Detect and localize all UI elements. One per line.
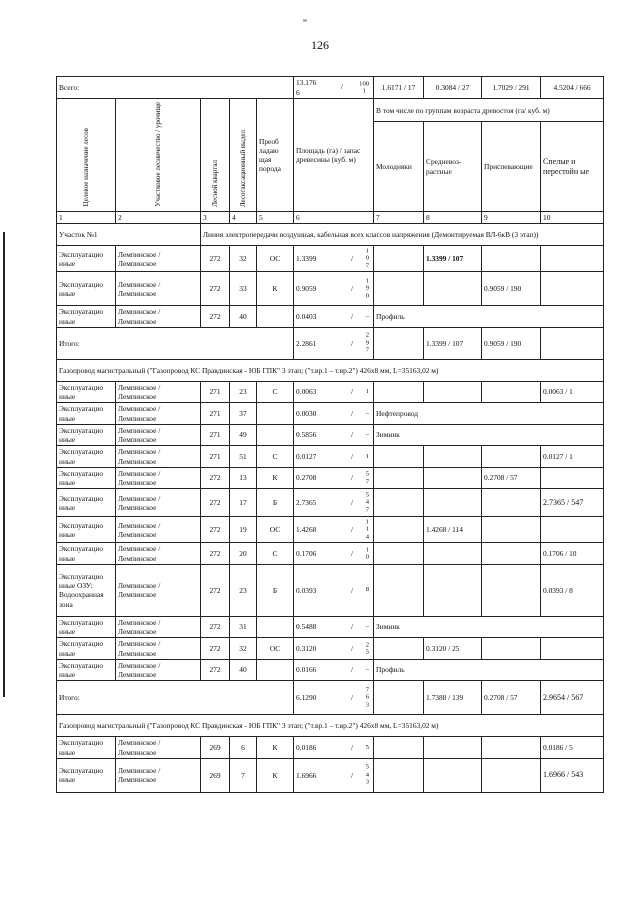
row-maturing	[482, 737, 541, 759]
table-row	[57, 659, 604, 681]
row-middle: 1.3399 / 107	[424, 246, 482, 272]
section-total-middle: 1.7388 / 139	[424, 681, 482, 715]
row-quarter: 272	[201, 638, 230, 660]
row-forestry: Лемпинское / Лемпинское	[116, 638, 201, 660]
row-quarter: 269	[201, 758, 230, 792]
header-purpose: Целевое назначение лесов	[57, 99, 116, 212]
row-area: 0.2708 / 5 7	[294, 467, 374, 489]
row-young	[374, 737, 424, 759]
row-species	[257, 659, 294, 681]
header-quarter: Лесной квартал	[201, 99, 230, 212]
total-label: Всего:	[57, 77, 294, 99]
table-row	[57, 403, 604, 425]
section-total-mature: 2.9654 / 567	[541, 681, 604, 715]
row-purpose: Эксплуатацио нные	[57, 446, 116, 468]
col-number-7: 7	[374, 212, 424, 224]
row-plot: 37	[230, 403, 257, 425]
total-mature: 4.5204 / 666	[541, 77, 604, 99]
row-area: 0.9059 / 1 9 0	[294, 272, 374, 306]
col-number-9: 9	[482, 212, 541, 224]
row-purpose: Эксплуатацио нные	[57, 272, 116, 306]
row-mature	[541, 638, 604, 660]
row-area: 0.0403 / –	[294, 306, 374, 328]
section-title-row	[57, 715, 604, 737]
table-row	[57, 638, 604, 660]
row-mature	[541, 467, 604, 489]
row-forestry: Лемпинское / Лемпинское	[116, 659, 201, 681]
row-species: Б	[257, 564, 294, 616]
total-row	[57, 77, 604, 99]
row-species: К	[257, 272, 294, 306]
section-total-label: Итого:	[57, 327, 294, 359]
row-purpose: Эксплуатацио нные ОЗУ: Водоохранная зона	[57, 564, 116, 616]
row-middle	[424, 272, 482, 306]
row-plot: 19	[230, 517, 257, 543]
row-plot: 7	[230, 758, 257, 792]
row-area: 0.5856 / –	[294, 424, 374, 446]
row-forestry: Лемпинское / Лемпинское	[116, 424, 201, 446]
col-number-5: 5	[257, 212, 294, 224]
row-maturing: 0.9059 / 190	[482, 272, 541, 306]
table-row	[57, 381, 604, 403]
header-forestry: Участковое лесничество / урочище	[116, 99, 201, 212]
row-area: 0.0030 / –	[294, 403, 374, 425]
row-forestry: Лемпинское / Лемпинское	[116, 403, 201, 425]
row-forestry: Лемпинское / Лемпинское	[116, 489, 201, 517]
row-plot: 40	[230, 306, 257, 328]
row-plot: 33	[230, 272, 257, 306]
row-species: ОС	[257, 638, 294, 660]
row-forestry: Лемпинское / Лемпинское	[116, 758, 201, 792]
row-middle	[424, 737, 482, 759]
row-middle	[424, 381, 482, 403]
row-quarter: 272	[201, 467, 230, 489]
row-forestry: Лемпинское / Лемпинское	[116, 564, 201, 616]
row-purpose: Эксплуатацио нные	[57, 381, 116, 403]
row-note: Нефтепровод	[374, 403, 604, 425]
row-area: 0.0186 / 5	[294, 737, 374, 759]
row-species: К	[257, 737, 294, 759]
section-total-row	[57, 327, 604, 359]
row-quarter: 272	[201, 543, 230, 565]
row-purpose: Эксплуатацио нные	[57, 246, 116, 272]
row-young	[374, 638, 424, 660]
forest-table	[56, 76, 604, 793]
row-forestry: Лемпинское / Лемпинское	[116, 246, 201, 272]
section-total-young	[374, 681, 424, 715]
row-forestry: Лемпинское / Лемпинское	[116, 306, 201, 328]
row-forestry: Лемпинское / Лемпинское	[116, 467, 201, 489]
row-young	[374, 489, 424, 517]
row-mature: 1.6966 / 543	[541, 758, 604, 792]
row-mature: 0.0063 / 1	[541, 381, 604, 403]
row-species: Б	[257, 489, 294, 517]
row-quarter: 272	[201, 564, 230, 616]
row-quarter: 271	[201, 381, 230, 403]
row-middle: 0.3120 / 25	[424, 638, 482, 660]
section-total-label: Итого:	[57, 681, 294, 715]
section-title-left: Участок №1	[57, 224, 201, 246]
row-species	[257, 616, 294, 638]
row-plot: 23	[230, 381, 257, 403]
row-maturing	[482, 446, 541, 468]
row-plot: 13	[230, 467, 257, 489]
section-title-row	[57, 224, 604, 246]
row-quarter: 272	[201, 489, 230, 517]
section-title-row	[57, 359, 604, 381]
col-number-8: 8	[424, 212, 482, 224]
row-maturing	[482, 489, 541, 517]
header-young: Молодняки	[374, 122, 424, 212]
row-area: 1.6966 / 5 4 3	[294, 758, 374, 792]
row-young	[374, 517, 424, 543]
row-middle: 1.4268 / 114	[424, 517, 482, 543]
row-young	[374, 543, 424, 565]
row-young	[374, 446, 424, 468]
row-middle	[424, 564, 482, 616]
row-purpose: Эксплуатацио нные	[57, 737, 116, 759]
row-forestry: Лемпинское / Лемпинское	[116, 272, 201, 306]
row-middle	[424, 489, 482, 517]
row-note: Зимник	[374, 616, 604, 638]
row-area: 2.7365 / 5 4 7	[294, 489, 374, 517]
section-total-maturing: 0.9059 / 190	[482, 327, 541, 359]
row-note: Профиль	[374, 659, 604, 681]
row-middle	[424, 758, 482, 792]
row-middle	[424, 446, 482, 468]
row-purpose: Эксплуатацио нные	[57, 758, 116, 792]
row-quarter: 272	[201, 272, 230, 306]
row-purpose: Эксплуатацио нные	[57, 424, 116, 446]
row-plot: 23	[230, 564, 257, 616]
col-number-1: 1	[57, 212, 116, 224]
row-quarter: 272	[201, 306, 230, 328]
row-mature: 2.7365 / 547	[541, 489, 604, 517]
row-middle	[424, 467, 482, 489]
row-species: К	[257, 758, 294, 792]
row-forestry: Лемпинское / Лемпинское	[116, 446, 201, 468]
table-row	[57, 489, 604, 517]
row-plot: 32	[230, 638, 257, 660]
row-purpose: Эксплуатацио нные	[57, 403, 116, 425]
row-area: 0.0063 / 1	[294, 381, 374, 403]
table-row	[57, 564, 604, 616]
row-purpose: Эксплуатацио нные	[57, 467, 116, 489]
scan-mark: ᴍ	[303, 18, 307, 24]
margin-bar	[3, 232, 5, 697]
row-young	[374, 467, 424, 489]
row-mature: 0.0393 / 8	[541, 564, 604, 616]
row-species: С	[257, 381, 294, 403]
row-purpose: Эксплуатацио нные	[57, 517, 116, 543]
column-numbers-row	[57, 212, 604, 224]
row-quarter: 272	[201, 616, 230, 638]
header-row-1	[57, 99, 604, 122]
section-total-area: 6.1290 / 7 6 3	[294, 681, 374, 715]
row-plot: 49	[230, 424, 257, 446]
row-maturing	[482, 758, 541, 792]
row-plot: 6	[230, 737, 257, 759]
table-row	[57, 616, 604, 638]
header-age-groups: В том числе по группам возраста древостоя (га/ куб. м)	[374, 99, 604, 122]
row-area: 1.4268 / 1 1 4	[294, 517, 374, 543]
row-forestry: Лемпинское / Лемпинское	[116, 543, 201, 565]
section-title-right: Линия электропередачи воздушная, кабельная всех классов напряжения (Демонтируемая ВЛ-6кВ (3 этап))	[201, 224, 604, 246]
table-row	[57, 467, 604, 489]
header-mature: Спелые и перестойн ые	[541, 122, 604, 212]
row-note: Зимник	[374, 424, 604, 446]
row-forestry: Лемпинское / Лемпинское	[116, 517, 201, 543]
row-maturing	[482, 517, 541, 543]
row-species: ОС	[257, 246, 294, 272]
section-total-mature	[541, 327, 604, 359]
row-plot: 31	[230, 616, 257, 638]
row-quarter: 272	[201, 659, 230, 681]
section-title: Газопровод магистральный ("Газопровод КС Правдинская - ЮБ ГПК" 3 этап; ("т.вр.1 – т.вр.2") 426х8 мм, L=35163,02 м)	[57, 715, 604, 737]
table-row	[57, 543, 604, 565]
row-maturing	[482, 638, 541, 660]
row-mature: 0.0127 / 1	[541, 446, 604, 468]
row-mature: 0.0186 / 5	[541, 737, 604, 759]
table-row	[57, 517, 604, 543]
row-forestry: Лемпинское / Лемпинское	[116, 737, 201, 759]
table-row	[57, 306, 604, 328]
row-purpose: Эксплуатацио нные	[57, 659, 116, 681]
row-maturing	[482, 246, 541, 272]
row-species	[257, 403, 294, 425]
row-plot: 51	[230, 446, 257, 468]
row-species: К	[257, 467, 294, 489]
table-row	[57, 446, 604, 468]
row-area: 0.0393 / 8	[294, 564, 374, 616]
header-maturing: Приспевающие	[482, 122, 541, 212]
total-area: 13.176 6 / 100 1	[294, 77, 374, 99]
row-note: Профиль	[374, 306, 604, 328]
row-maturing	[482, 564, 541, 616]
row-area: 1.3399 / 1 0 7	[294, 246, 374, 272]
row-purpose: Эксплуатацио нные	[57, 616, 116, 638]
col-number-3: 3	[201, 212, 230, 224]
header-plot: Лесотаксационный выдел	[230, 99, 257, 212]
row-plot: 32	[230, 246, 257, 272]
row-quarter: 271	[201, 424, 230, 446]
table-row	[57, 272, 604, 306]
row-area: 0.1706 / 1 0	[294, 543, 374, 565]
table-row	[57, 737, 604, 759]
total-young: 1.6171 / 17	[374, 77, 424, 99]
row-purpose: Эксплуатацио нные	[57, 489, 116, 517]
row-purpose: Эксплуатацио нные	[57, 638, 116, 660]
row-young	[374, 246, 424, 272]
row-species: ОС	[257, 517, 294, 543]
row-area: 0.3120 / 2 5	[294, 638, 374, 660]
table-row	[57, 758, 604, 792]
table-row	[57, 424, 604, 446]
row-mature	[541, 246, 604, 272]
row-species	[257, 424, 294, 446]
row-purpose: Эксплуатацио нные	[57, 543, 116, 565]
row-species: С	[257, 446, 294, 468]
row-forestry: Лемпинское / Лемпинское	[116, 381, 201, 403]
col-number-10: 10	[541, 212, 604, 224]
row-young	[374, 564, 424, 616]
row-quarter: 269	[201, 737, 230, 759]
row-maturing: 0.2708 / 57	[482, 467, 541, 489]
row-forestry: Лемпинское / Лемпинское	[116, 616, 201, 638]
row-young	[374, 758, 424, 792]
row-mature	[541, 517, 604, 543]
row-area: 0.0127 / 1	[294, 446, 374, 468]
row-plot: 40	[230, 659, 257, 681]
row-maturing	[482, 381, 541, 403]
total-middle: 0.3084 / 27	[424, 77, 482, 99]
section-total-young	[374, 327, 424, 359]
col-number-4: 4	[230, 212, 257, 224]
section-total-area: 2.2861 / 2 9 7	[294, 327, 374, 359]
section-total-maturing: 0.2708 / 57	[482, 681, 541, 715]
row-area: 0.0166 / –	[294, 659, 374, 681]
row-quarter: 271	[201, 446, 230, 468]
row-young	[374, 272, 424, 306]
row-plot: 17	[230, 489, 257, 517]
row-area: 0.5488 / –	[294, 616, 374, 638]
total-maturing: 1.7029 / 291	[482, 77, 541, 99]
row-species	[257, 306, 294, 328]
header-area: Площадь (га) / запас древесины (куб. м)	[294, 99, 374, 212]
col-number-2: 2	[116, 212, 201, 224]
col-number-6: 6	[294, 212, 374, 224]
row-mature: 0.1706 / 10	[541, 543, 604, 565]
row-maturing	[482, 543, 541, 565]
row-species: С	[257, 543, 294, 565]
section-total-middle: 1.3399 / 107	[424, 327, 482, 359]
row-plot: 20	[230, 543, 257, 565]
row-purpose: Эксплуатацио нные	[57, 306, 116, 328]
row-middle	[424, 543, 482, 565]
page-number: 126	[311, 38, 329, 52]
table-row	[57, 246, 604, 272]
section-total-row	[57, 681, 604, 715]
row-mature	[541, 272, 604, 306]
row-young	[374, 381, 424, 403]
header-species: Преоб ладаю щая порода	[257, 99, 294, 212]
header-middle: Средневозрастные	[424, 122, 482, 212]
row-quarter: 271	[201, 403, 230, 425]
row-quarter: 272	[201, 246, 230, 272]
row-quarter: 272	[201, 517, 230, 543]
section-title: Газопровод магистральный ("Газопровод КС Правдинская - ЮБ ГПК" 3 этап; ("т.вр.1 – т.вр.2") 426х8 мм, L=35163,02 м)	[57, 359, 604, 381]
